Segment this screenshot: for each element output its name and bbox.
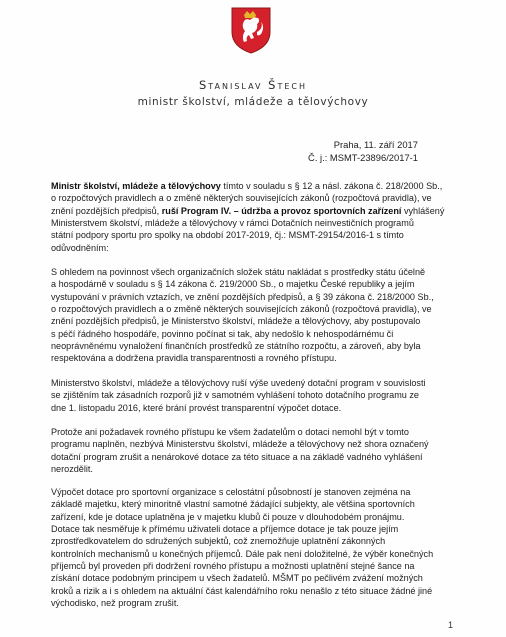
bold-text-segment: Ministr školství, mládeže a tělovýchovy (51, 181, 221, 191)
place-date: Praha, 11. září 2017 (333, 139, 418, 150)
text-line (51, 548, 463, 560)
text-segment: Výpočet dotace pro sportovní organizace s celostátní působností je stanoven zejména na (51, 487, 411, 497)
paragraph-justification (51, 266, 463, 365)
text-line (51, 229, 463, 241)
text-segment: o rozpočtových pravidlech a o změně některých souvisejících zákonů (rozpočtová pravidla), ve (51, 304, 432, 315)
paragraph-contradictions (51, 377, 463, 414)
paragraph-decision (51, 180, 463, 254)
text-line (51, 180, 463, 192)
text-segment: se zjištěním tak zásadních rozporů již v samotném vyhlášení tohoto dotačního programu ze (51, 390, 419, 401)
paragraph-calculation (51, 486, 463, 609)
text-segment: neoprávněnému vynaložení finančních prostředků ze státního rozpočtu, a zároveň, aby byla (51, 341, 421, 352)
text-segment: znění pozdějších předpisů, (51, 205, 162, 216)
text-line (51, 438, 463, 450)
text-segment: získání dotace podobným principem u všech žadatelů. MŠMT po pečlivém zvážení možných (51, 573, 423, 584)
text-line (51, 451, 463, 463)
text-line (51, 352, 463, 364)
minister-name: Stanislav Štech (198, 78, 308, 92)
text-line (51, 402, 463, 414)
text-line (51, 377, 463, 389)
text-line (51, 535, 463, 547)
text-line (51, 278, 463, 290)
text-line (51, 511, 463, 523)
text-segment: znění pozdějších předpisů, je Ministerstvo školství, mládeže a tělovýchovy, aby postupovalo (51, 316, 421, 327)
text-segment: a hospodárně v souladu s § 14 zákona č. 219/2000 Sb., o majetku České republiky a jejím (51, 279, 415, 290)
text-line (51, 205, 463, 217)
text-segment: o rozpočtových pravidlech a o změně některých souvisejících zákonů (rozpočtová pravidla), ve (51, 193, 432, 204)
text-segment: Ministerstvo školství, mládeže a tělovýchovy ruší výše uvedený dotační program v souvislosti (51, 378, 426, 388)
text-line (51, 463, 463, 475)
text-line (51, 266, 463, 278)
text-line (51, 560, 463, 572)
minister-role: ministr školství, mládeže a tělovýchovy (137, 96, 369, 108)
page-number: 1 (448, 620, 454, 630)
text-segment: odůvodněním: (51, 242, 109, 253)
text-segment: nerozdělit. (51, 464, 93, 475)
text-line (51, 242, 463, 254)
document-meta (300, 138, 418, 164)
paragraph-equal-access (51, 426, 463, 475)
text-line (51, 597, 463, 609)
text-line (51, 340, 463, 352)
text-segment: Protože ani požadavek rovného přístupu ke všem žadatelům o dotaci nemohl být v tomto (51, 427, 409, 437)
text-line (51, 486, 463, 498)
text-line (51, 328, 463, 340)
text-line (51, 217, 463, 229)
bold-text-segment: ruší Program IV. – údržba a provoz sportovních zařízení (161, 205, 402, 216)
text-line (51, 585, 463, 597)
text-segment: programu naplněn, nezbývá Ministerstvu školství, mládeže a tělovýchovy než shora označený (51, 439, 429, 450)
text-segment: s péčí řádného hospodáře, povinno počínat si tak, aby nedošlo k nehospodárnému či (51, 328, 394, 339)
text-line (51, 523, 463, 535)
text-segment: základě majetku, který minoritně vlastní samotné žádající subjekty, ale většina sportovních (51, 499, 415, 510)
text-segment: Ministerstvem školství, mládeže a tělovýchovy v rámci Dotačních neinvestičních programů (51, 218, 414, 229)
text-segment: zařízení, kde je dotace uplatněna je v majetku klubů či pouze v dlouhodobém pronájmu. (51, 511, 405, 522)
text-segment: dne 1. listopadu 2016, které brání provést transparentní výpočet dotace. (51, 402, 342, 413)
text-segment: tímto v souladu s § 12 a násl. zákona č. 218/2000 Sb., (220, 181, 443, 191)
text-segment: kroků a rizik a i s ohledem na aktuální část kalendářního roku nenašlo z této situace žádné jiné (51, 585, 433, 596)
text-segment: státní podpory sportu pro spolky na období 2017-2019, čj.: MSMT-29154/2016-1 s tímto (51, 230, 404, 241)
text-segment: S ohledem na povinnost všech organizačních složek státu nakládat s prostředky státu účelně (51, 267, 426, 277)
text-line (51, 192, 463, 204)
text-segment: příjemců byl proveden při dodržení rovného přístupu a možnosti uplatnění stejné šance na (51, 561, 415, 572)
czech-coat-of-arms-emblem (230, 6, 272, 54)
text-line (51, 426, 463, 438)
text-line (51, 291, 463, 303)
text-segment: vystupování v právních vztazích, ve znění pozdějších předpisů, a § 39 zákona č. 218/2000 Sb., (51, 291, 434, 302)
text-line (51, 303, 463, 315)
text-line (51, 498, 463, 510)
text-segment: Dotace tak nesměřuje k přímému uživateli dotace a příjemce dotace je tak pouze jejím (51, 524, 399, 535)
text-segment: kontrolních mechanismů u konečných příjemců. Dále pak není doložitelné, že výběr konečných (51, 548, 434, 559)
text-segment: vyhlášený (401, 205, 445, 216)
text-segment: dotační program zrušit a nenárokové dotace za této situace a na základě vadného vyhlášení (51, 451, 423, 462)
text-line (51, 315, 463, 327)
text-segment: zprostředkovatelem do sdružených subjektů, což znemožňuje uplatnění zákonných (51, 536, 386, 547)
reference-number: Č. j.: MSMT-23896/2017-1 (308, 152, 418, 163)
text-segment: respektována a dodržena pravidla transparentnosti a rovného přístupu. (51, 353, 337, 364)
text-line (51, 389, 463, 401)
text-line (51, 572, 463, 584)
text-segment: východisko, než program zrušit. (51, 598, 179, 609)
